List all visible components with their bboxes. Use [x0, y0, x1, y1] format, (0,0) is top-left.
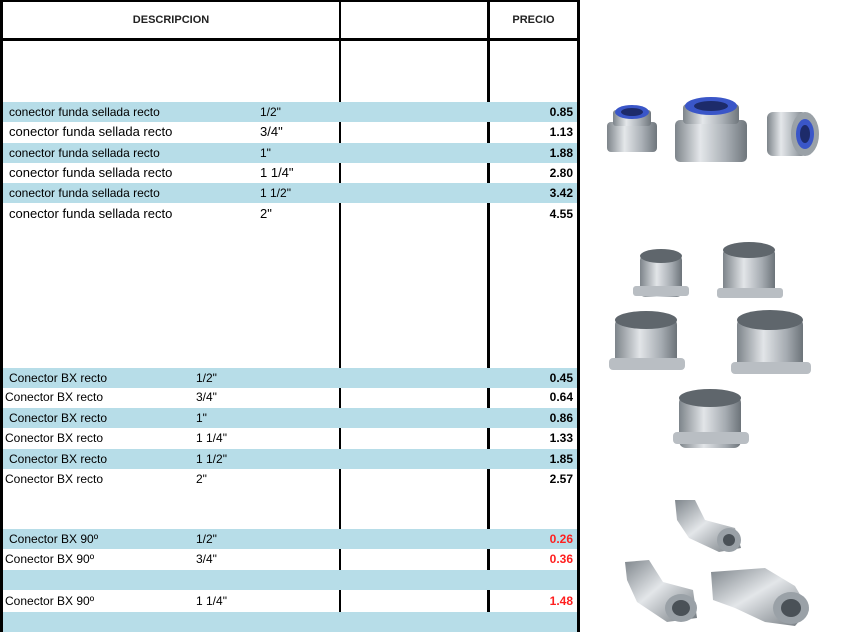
table-row — [3, 163, 577, 183]
table-row — [3, 529, 577, 549]
row-description: Conector BX 90º — [9, 532, 99, 546]
table-row — [3, 183, 577, 203]
row-description: Conector BX recto — [5, 472, 104, 486]
row-price: 1.33 — [549, 431, 573, 445]
table-row — [3, 449, 577, 469]
table-row — [3, 102, 577, 122]
row-description: Conector BX 90º — [5, 594, 95, 608]
table-row — [3, 387, 577, 407]
row-description: Conector BX recto — [9, 411, 108, 425]
row-description: Conector BX recto — [9, 452, 108, 466]
row-price: 1.13 — [549, 125, 573, 139]
table-row — [3, 204, 577, 224]
table-row-empty — [3, 570, 577, 590]
table-row — [3, 143, 577, 163]
row-size: 1 1/2" — [196, 452, 227, 466]
table-border-right — [577, 0, 580, 632]
row-description: Conector BX recto — [5, 431, 104, 445]
row-description: conector funda sellada recto — [9, 124, 173, 139]
table-row — [3, 591, 577, 611]
header-precio: PRECIO — [512, 14, 555, 26]
row-size: 1/2" — [260, 105, 281, 119]
row-size: 3/4" — [260, 124, 283, 139]
row-price: 1.85 — [549, 452, 573, 466]
table-row — [3, 368, 577, 388]
row-price: 0.26 — [549, 532, 573, 546]
row-size: 1" — [196, 411, 207, 425]
row-price: 2.80 — [549, 166, 573, 180]
row-size: 1 1/4" — [260, 165, 294, 180]
row-size: 1/2" — [196, 371, 217, 385]
row-price: 0.36 — [549, 552, 573, 566]
row-description: Conector BX recto — [9, 371, 108, 385]
row-size: 1 1/4" — [196, 594, 227, 608]
row-description: conector funda sellada recto — [9, 186, 160, 200]
row-size: 1 1/2" — [260, 186, 291, 200]
row-price: 1.48 — [549, 594, 573, 608]
row-price: 0.85 — [549, 105, 573, 119]
table-row — [3, 469, 577, 489]
row-description: conector funda sellada recto — [9, 165, 173, 180]
row-price: 0.64 — [549, 390, 573, 404]
row-price: 4.55 — [549, 207, 573, 221]
table-row — [3, 549, 577, 569]
row-price: 3.42 — [549, 186, 573, 200]
row-price: 2.57 — [549, 472, 573, 486]
row-description: conector funda sellada recto — [9, 206, 173, 221]
table-row — [3, 428, 577, 448]
row-description: Conector BX recto — [5, 390, 104, 404]
row-size: 1" — [260, 146, 271, 160]
row-price: 0.45 — [549, 371, 573, 385]
sealed-connector-photo — [595, 92, 840, 172]
bx-connector-photo — [605, 240, 820, 455]
row-size: 2" — [196, 472, 207, 486]
row-description: Conector BX 90º — [5, 552, 95, 566]
row-size: 1 1/4" — [196, 431, 227, 445]
row-size: 1/2" — [196, 532, 217, 546]
header-descripcion: DESCRIPCION — [132, 14, 210, 26]
table-row — [3, 408, 577, 428]
row-size: 3/4" — [196, 390, 217, 404]
row-price: 0.86 — [549, 411, 573, 425]
table-row-empty — [3, 612, 577, 632]
row-price: 1.88 — [549, 146, 573, 160]
row-size: 2" — [260, 206, 272, 221]
bx-90-connector-photo — [615, 490, 820, 630]
table-row — [3, 122, 577, 142]
row-size: 3/4" — [196, 552, 217, 566]
row-description: conector funda sellada recto — [9, 146, 160, 160]
row-description: conector funda sellada recto — [9, 105, 160, 119]
